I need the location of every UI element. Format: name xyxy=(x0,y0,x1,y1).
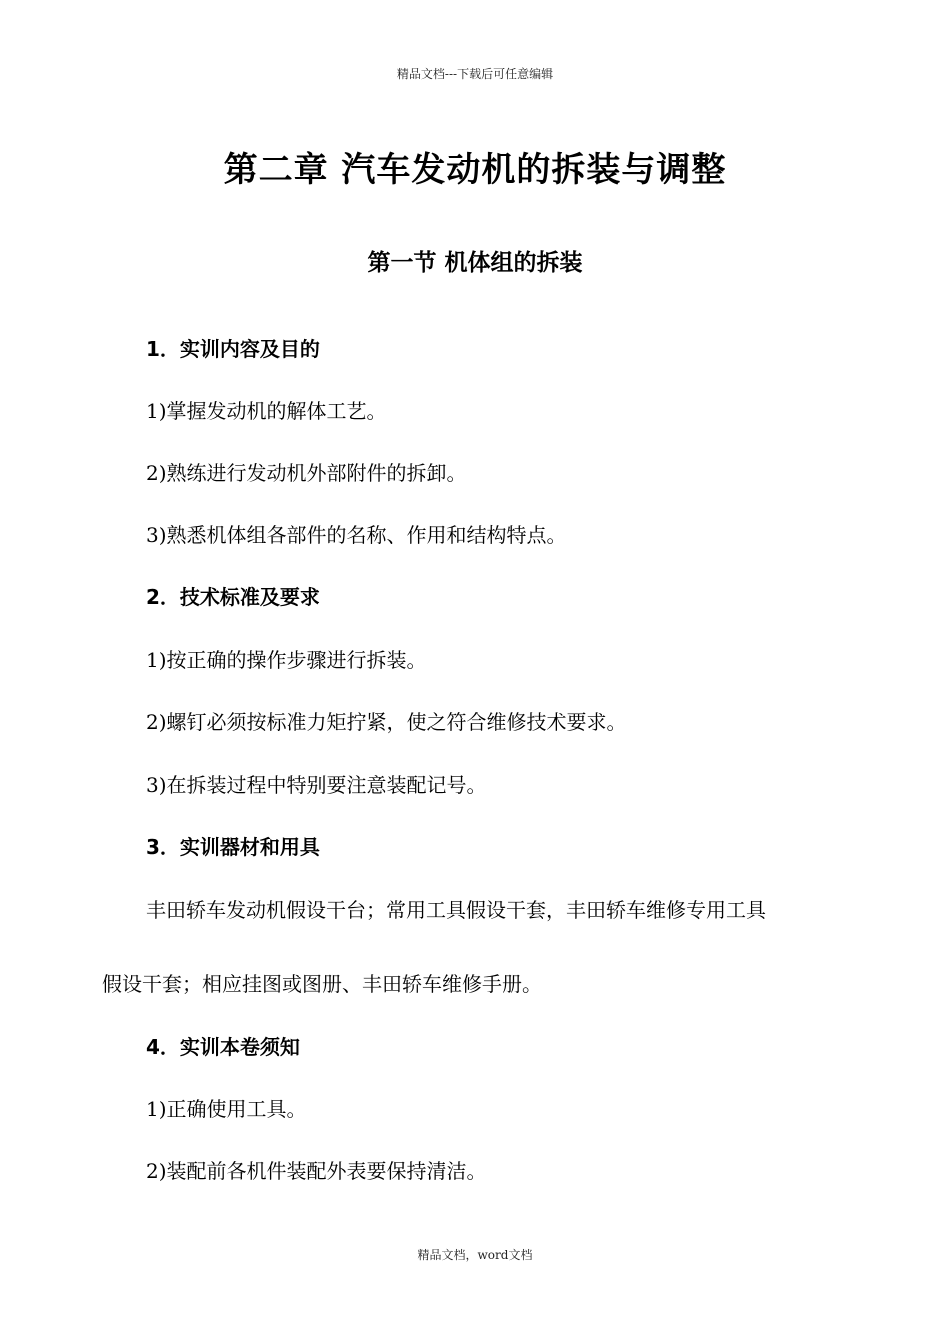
chapter-title: 第二章 汽车发动机的拆装与调整 xyxy=(223,150,727,190)
list-item: 3)在拆装过程中特别要注意装配记号。 xyxy=(146,773,487,797)
heading-3: 3．实训器材和用具 xyxy=(146,835,320,859)
section-title: 第一节 机体组的拆装 xyxy=(367,250,583,276)
page-header: 精品文档---下载后可任意编辑 xyxy=(396,67,554,81)
list-item: 1)掌握发动机的解体工艺。 xyxy=(146,399,387,423)
paragraph-line: 假设干套；相应挂图或图册、丰田轿车维修手册。 xyxy=(102,972,542,996)
list-item: 2)装配前各机件装配外表要保持清洁。 xyxy=(146,1159,487,1183)
paragraph-line: 丰田轿车发动机假设干台；常用工具假设干套，丰田轿车维修专用工具 xyxy=(146,898,766,922)
list-item: 2)螺钉必须按标准力矩拧紧，使之符合维修技术要求。 xyxy=(146,710,627,734)
heading-2: 2．技术标准及要求 xyxy=(146,585,320,609)
list-item: 2)熟练进行发动机外部附件的拆卸。 xyxy=(146,461,467,485)
heading-1: 1．实训内容及目的 xyxy=(146,337,320,361)
list-item: 3)熟悉机体组各部件的名称、作用和结构特点。 xyxy=(146,523,567,547)
list-item: 1)正确使用工具。 xyxy=(146,1097,307,1121)
page-footer: 精品文档，word文档 xyxy=(417,1248,533,1262)
list-item: 1)按正确的操作步骤进行拆装。 xyxy=(146,648,427,672)
heading-4: 4．实训本卷须知 xyxy=(146,1035,300,1059)
